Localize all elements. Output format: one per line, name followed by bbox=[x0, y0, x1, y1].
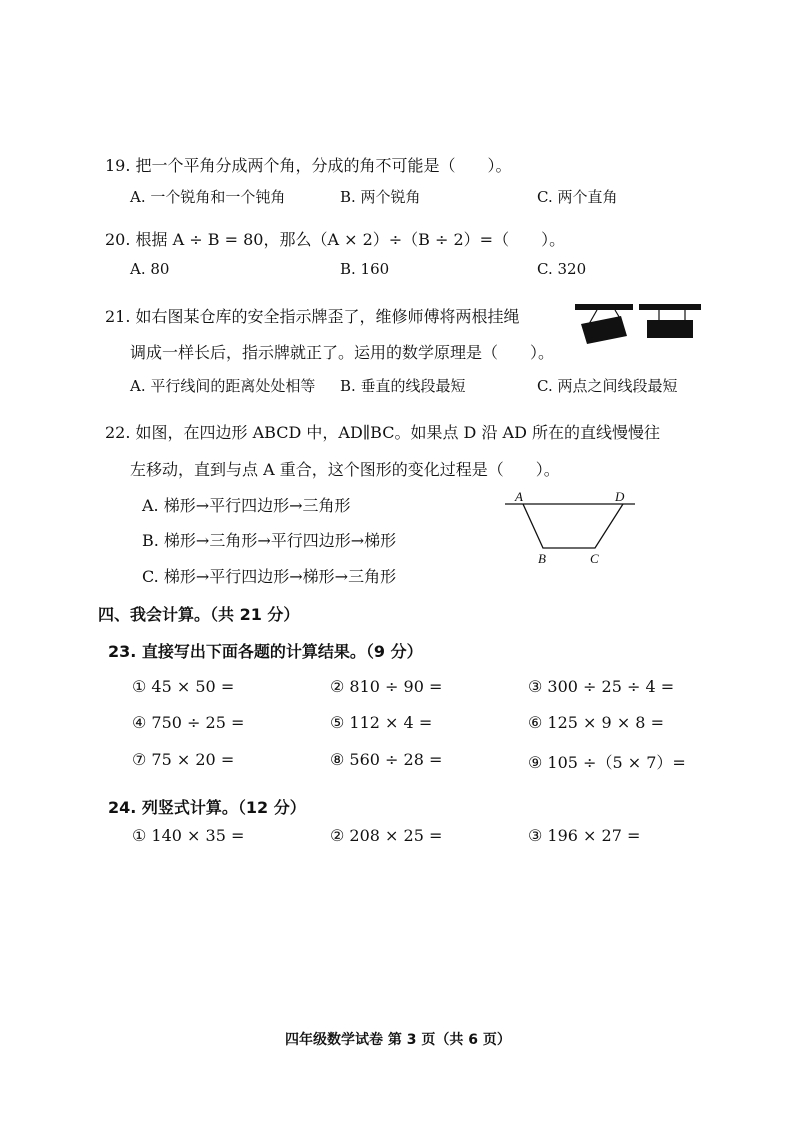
trapezoid-sides bbox=[523, 504, 623, 548]
q20-option-a: A. 80 bbox=[130, 260, 170, 278]
q21-line2: 调成一样长后，指示牌就正了。运用的数学原理是（ ）。 bbox=[130, 343, 555, 362]
label-a: A bbox=[515, 489, 523, 504]
tilted-sign-illustration bbox=[575, 298, 705, 350]
q20-stem: 20. 根据 A ÷ B = 80，那么（A × 2）÷（B ÷ 2）=（ ）。 bbox=[105, 230, 566, 249]
q21-option-b: B. 垂直的线段最短 bbox=[340, 377, 466, 395]
q21-option-c: C. 两点之间线段最短 bbox=[537, 377, 678, 395]
q23-item-3: ③ 300 ÷ 25 ÷ 4 = bbox=[528, 677, 675, 696]
q23-item-2: ② 810 ÷ 90 = bbox=[330, 677, 443, 696]
q24-item-1: ① 140 × 35 = bbox=[132, 826, 245, 845]
page-footer: 四年级数学试卷 第 3 页（共 6 页） bbox=[285, 1032, 511, 1048]
q23-title: 23. 直接写出下面各题的计算结果。（9 分） bbox=[108, 642, 423, 661]
q21-line1: 21. 如右图某仓库的安全指示牌歪了，维修师傅将两根挂绳 bbox=[105, 307, 520, 326]
q19-option-c: C. 两个直角 bbox=[537, 188, 618, 206]
label-d: D bbox=[615, 489, 625, 504]
q22-line1: 22. 如图，在四边形 ABCD 中，AD∥BC。如果点 D 沿 AD 所在的直线慢慢往 bbox=[105, 423, 661, 442]
q22-option-c: C. 梯形→平行四边形→梯形→三角形 bbox=[142, 567, 397, 586]
q21-option-a: A. 平行线间的距离处处相等 bbox=[130, 377, 316, 395]
q23-item-7: ⑦ 75 × 20 = bbox=[132, 750, 235, 769]
q19-stem: 19. 把一个平角分成两个角，分成的角不可能是（ ）。 bbox=[105, 156, 512, 175]
right-hanging-bar bbox=[639, 304, 701, 310]
q19-option-b: B. 两个锐角 bbox=[340, 188, 421, 206]
straight-sign-board bbox=[647, 320, 693, 338]
q20-option-c: C. 320 bbox=[537, 260, 587, 278]
q23-item-4: ④ 750 ÷ 25 = bbox=[132, 713, 245, 732]
q23-item-6: ⑥ 125 × 9 × 8 = bbox=[528, 713, 664, 732]
q23-item-5: ⑤ 112 × 4 = bbox=[330, 713, 433, 732]
q24-item-3: ③ 196 × 27 = bbox=[528, 826, 641, 845]
label-b: B bbox=[538, 551, 546, 566]
q22-line2: 左移动，直到与点 A 重合，这个图形的变化过程是（ ）。 bbox=[130, 460, 560, 479]
q24-title: 24. 列竖式计算。（12 分） bbox=[108, 798, 306, 817]
q19-option-a: A. 一个锐角和一个钝角 bbox=[130, 188, 286, 206]
left-hanging-bar bbox=[575, 304, 633, 310]
tilted-sign-board bbox=[581, 316, 627, 344]
q20-option-b: B. 160 bbox=[340, 260, 390, 278]
q22-option-a: A. 梯形→平行四边形→三角形 bbox=[142, 496, 351, 515]
section-4-title: 四、我会计算。（共 21 分） bbox=[98, 605, 300, 624]
q22-option-b: B. 梯形→三角形→平行四边形→梯形 bbox=[142, 531, 397, 550]
label-c: C bbox=[590, 551, 599, 566]
q23-item-1: ① 45 × 50 = bbox=[132, 677, 235, 696]
q23-item-8: ⑧ 560 ÷ 28 = bbox=[330, 750, 443, 769]
q23-item-9: ⑨ 105 ÷（5 × 7）= bbox=[528, 753, 686, 772]
q24-item-2: ② 208 × 25 = bbox=[330, 826, 443, 845]
